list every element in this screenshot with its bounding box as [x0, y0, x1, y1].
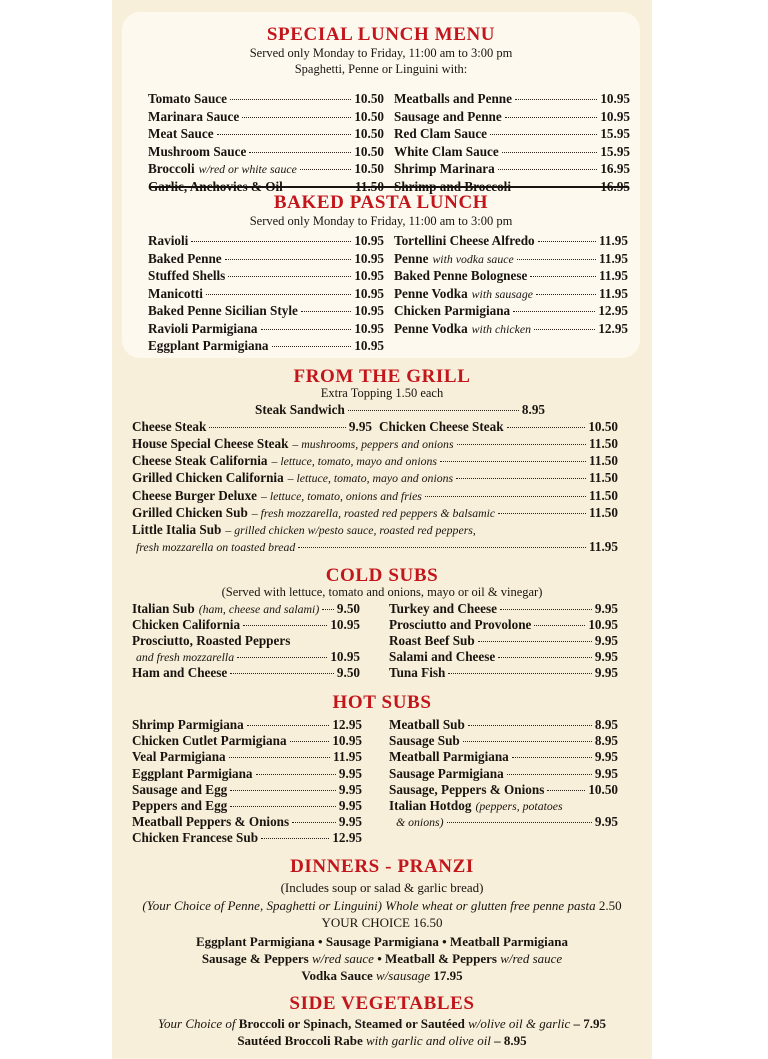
- dot-leader: [534, 329, 595, 330]
- dinner-option: Sausage & Peppers: [201, 951, 309, 966]
- baked-pasta-hours: Served only Monday to Friday, 11:00 am to 3:00 pm: [249, 214, 513, 228]
- item-name: Ravioli: [148, 233, 189, 248]
- item-description: – lettuce, tomato, onions and fries: [261, 488, 422, 503]
- menu-item: [132, 632, 360, 649]
- menu-item: [132, 781, 362, 798]
- grill-title: FROM THE GRILL: [293, 366, 471, 387]
- lunch-panel: [122, 12, 640, 358]
- menu-item: [148, 108, 384, 125]
- item-price: 10.95: [600, 91, 630, 106]
- menu-item: [389, 616, 618, 633]
- item-price: 10.50: [354, 126, 384, 141]
- item-price: 9.95: [594, 814, 618, 829]
- menu-item: [132, 813, 362, 830]
- item-name: Chicken California: [132, 617, 241, 632]
- item-description: (ham, cheese and salami): [198, 602, 320, 616]
- menu-item: [389, 600, 618, 617]
- item-name: Red Clam Sauce: [394, 126, 488, 141]
- item-price: 15.95: [600, 143, 630, 159]
- hot-subs-title: HOT SUBS: [332, 692, 432, 713]
- dot-leader: [300, 169, 351, 170]
- side-price: – 8.95: [494, 1033, 527, 1048]
- item-name: Shrimp and Broccoli: [394, 178, 511, 194]
- dot-leader: [225, 259, 352, 260]
- dot-leader: [249, 152, 351, 153]
- item-price: 11.50: [355, 178, 384, 194]
- item-price: 9.95: [594, 749, 618, 765]
- dot-leader: [507, 774, 592, 775]
- dot-leader: [348, 410, 519, 411]
- dot-leader: [507, 427, 586, 428]
- item-name: Steak Sandwich: [255, 402, 345, 417]
- dot-leader: [447, 822, 592, 823]
- menu-item: [132, 829, 362, 846]
- dot-leader: [301, 311, 351, 312]
- menu-item: [379, 418, 618, 435]
- item-name: Penne: [394, 250, 429, 266]
- item-price: 12.95: [332, 717, 362, 732]
- side-choice-label: Your Choice of: [157, 1016, 236, 1031]
- menu-item: [148, 320, 384, 337]
- item-name: Tuna Fish: [389, 665, 446, 680]
- item-name: Chicken Cutlet Parmigiana: [132, 733, 287, 749]
- item-name: Grilled Chicken California: [132, 470, 284, 486]
- menu-item-continued: [396, 813, 618, 831]
- baked-pasta-title: BAKED PASTA LUNCH: [273, 192, 489, 213]
- menu-item: [389, 716, 618, 733]
- menu-item: [148, 250, 384, 267]
- dot-leader: [272, 346, 352, 347]
- menu-item: [148, 285, 384, 302]
- dot-leader: [247, 725, 330, 726]
- dinner-option: Vodka Sauce: [301, 968, 373, 983]
- item-price: 10.50: [354, 143, 384, 159]
- item-price: 12.95: [332, 830, 362, 846]
- menu-item: [394, 160, 630, 177]
- menu-item: [132, 765, 362, 782]
- grill-extra-topping: Extra Topping 1.50 each: [320, 386, 444, 400]
- side-price: – 7.95: [573, 1016, 607, 1031]
- item-name: Ravioli Parmigiana: [148, 320, 258, 336]
- menu-item: [394, 302, 628, 319]
- item-name: Chicken Francese Sub: [132, 830, 259, 846]
- dinner-option-note: w/sausage: [375, 968, 431, 983]
- item-name: Meatball Peppers & Onions: [132, 814, 290, 830]
- item-name: Meatball Parmigiana: [389, 749, 509, 765]
- menu-item: [132, 616, 360, 633]
- dot-leader: [490, 134, 597, 135]
- menu-item: [148, 160, 384, 178]
- item-price: 10.95: [354, 268, 384, 283]
- dot-leader: [209, 427, 346, 428]
- item-price: 9.95: [348, 419, 372, 434]
- menu-item: [132, 418, 372, 435]
- menu-item: [148, 143, 384, 160]
- item-price: 9.95: [338, 814, 362, 830]
- dot-leader: [538, 241, 596, 242]
- dot-leader: [230, 673, 334, 674]
- dot-leader: [229, 757, 330, 758]
- menu-item: [394, 90, 630, 107]
- dot-leader: [228, 276, 351, 277]
- dinners-pasta-choice: [112, 897, 652, 914]
- item-price: 9.95: [338, 781, 362, 797]
- item-price: 11.95: [599, 233, 628, 248]
- dot-leader: [498, 513, 586, 514]
- item-price: 9.95: [338, 765, 362, 781]
- item-name: Eggplant Parmigiana: [148, 338, 269, 353]
- item-price: 11.50: [589, 453, 618, 469]
- sides-line1: [112, 1015, 652, 1032]
- dot-leader: [517, 259, 596, 260]
- menu-page: [112, 0, 652, 1059]
- menu-item: [132, 435, 618, 453]
- menu-item: [389, 648, 618, 665]
- item-name: Cheese Steak California: [132, 453, 268, 469]
- dot-leader: [505, 117, 598, 118]
- item-price: 11.95: [599, 268, 628, 283]
- dot-leader: [536, 294, 596, 295]
- item-price: 9.50: [336, 601, 360, 616]
- item-price: 8.95: [594, 733, 618, 749]
- item-price: 12.95: [598, 320, 628, 336]
- item-price: 10.50: [354, 91, 384, 106]
- dinner-option-price: 17.95: [433, 968, 463, 983]
- menu-item: [389, 732, 618, 749]
- menu-item: [132, 664, 360, 681]
- menu-item: [394, 267, 628, 284]
- item-price: 9.95: [594, 601, 618, 616]
- item-name: Salami and Cheese: [389, 649, 496, 664]
- menu-item: [132, 748, 362, 765]
- item-price: 11.95: [333, 749, 362, 765]
- item-price: 9.95: [594, 649, 618, 664]
- item-name: Meatball Sub: [389, 717, 465, 732]
- dot-leader: [230, 806, 336, 807]
- pasta-choice-text: (Your Choice of Penne, Spaghetti or Linguini) Whole wheat or glutten free penne pasta: [142, 898, 596, 913]
- item-name: Prosciutto and Provolone: [389, 617, 532, 632]
- menu-item: [394, 250, 628, 268]
- item-name: Meat Sauce: [148, 126, 214, 141]
- item-name: Penne Vodka: [394, 320, 468, 336]
- item-price: 10.50: [588, 781, 618, 797]
- item-name: Turkey and Cheese: [389, 601, 497, 616]
- dot-leader: [502, 152, 598, 153]
- item-name: Prosciutto, Roasted Peppers: [132, 633, 291, 648]
- menu-item: [148, 267, 384, 284]
- menu-item: [148, 232, 384, 249]
- item-description: fresh mozzarella on toasted bread: [136, 540, 296, 554]
- item-description: – grilled chicken w/pesto sauce, roasted red peppers,: [225, 523, 476, 537]
- item-price: 10.95: [588, 617, 618, 632]
- menu-item: [394, 232, 628, 249]
- item-price: 10.95: [354, 303, 384, 318]
- menu-item: [132, 732, 362, 749]
- item-description: with sausage: [471, 286, 533, 301]
- dot-leader: [256, 774, 336, 775]
- item-name: Sausage Parmigiana: [389, 765, 504, 781]
- item-name: Shrimp Marinara: [394, 161, 495, 176]
- dot-leader: [547, 790, 585, 791]
- dot-leader: [512, 757, 592, 758]
- menu-item: [132, 797, 362, 814]
- dinner-options: Eggplant Parmigiana • Sausage Parmigiana • Meatball Parmigiana: [195, 934, 569, 949]
- item-price: 10.95: [354, 338, 384, 353]
- dinner-option: • Meatball & Peppers: [377, 951, 497, 966]
- dot-leader: [242, 117, 351, 118]
- item-name: Shrimp Parmigiana: [132, 717, 244, 732]
- dot-leader: [206, 294, 351, 295]
- dot-leader: [513, 311, 595, 312]
- special-lunch-pasta-choice: Spaghetti, Penne or Linguini with:: [294, 62, 468, 76]
- dot-leader: [456, 478, 586, 479]
- item-name: Marinara Sauce: [148, 108, 240, 124]
- item-price: 9.95: [594, 765, 618, 781]
- menu-item: [394, 125, 630, 142]
- special-lunch-title: SPECIAL LUNCH MENU: [266, 24, 496, 45]
- sides-line2: [112, 1032, 652, 1049]
- dot-leader: [425, 496, 586, 497]
- item-price: 11.95: [589, 539, 618, 554]
- menu-item: [148, 337, 384, 354]
- menu-item: [394, 285, 628, 303]
- item-price: 10.95: [354, 285, 384, 301]
- item-description: – lettuce, tomato, mayo and onions: [271, 454, 437, 469]
- dot-leader: [191, 241, 351, 242]
- dot-leader: [498, 169, 598, 170]
- dinners-options-line1: [112, 933, 652, 950]
- item-name: Italian Sub: [132, 601, 195, 616]
- dot-leader: [217, 134, 352, 135]
- dot-leader: [230, 99, 351, 100]
- item-name: White Clam Sauce: [394, 143, 499, 159]
- item-price: 9.95: [338, 798, 362, 813]
- item-name: Mushroom Sauce: [148, 143, 247, 159]
- item-name: Tomato Sauce: [148, 91, 228, 106]
- item-name: Cheese Burger Deluxe: [132, 487, 258, 503]
- menu-item: [255, 401, 545, 418]
- side-option-note: with garlic and olive oil: [365, 1033, 491, 1048]
- side-options-note: w/olive oil & garlic: [468, 1016, 571, 1031]
- dot-leader: [463, 741, 592, 742]
- item-description: (peppers, potatoes: [475, 799, 563, 813]
- menu-item: [389, 664, 618, 681]
- item-name: Veal Parmigiana: [132, 749, 226, 765]
- dot-leader: [500, 609, 592, 610]
- item-name: Sausage Sub: [389, 733, 460, 749]
- item-description: w/red or white sauce: [198, 162, 297, 176]
- menu-item: [394, 108, 630, 125]
- dot-leader: [478, 641, 592, 642]
- item-price: 11.95: [599, 250, 628, 266]
- dinner-option-note: w/red sauce: [500, 951, 563, 966]
- item-price: 10.95: [330, 649, 360, 664]
- sides-title: SIDE VEGETABLES: [289, 993, 475, 1014]
- item-name: Meatballs and Penne: [394, 91, 512, 106]
- item-name: Tortellini Cheese Alfredo: [394, 233, 535, 248]
- item-name: Cheese Steak: [132, 419, 207, 434]
- item-name: Italian Hotdog: [389, 798, 472, 813]
- side-option: Sautéed Broccoli Rabe: [237, 1033, 363, 1048]
- menu-item: [148, 90, 384, 107]
- item-price: 10.50: [588, 419, 618, 434]
- item-price: 10.95: [330, 617, 360, 632]
- menu-item: [132, 716, 362, 733]
- item-description: – mushrooms, peppers and onions: [292, 437, 454, 451]
- dot-leader: [322, 609, 334, 610]
- menu-item: [132, 452, 618, 470]
- item-name: Chicken Cheese Steak: [379, 419, 504, 434]
- dot-leader: [468, 725, 592, 726]
- item-name: Baked Penne Sicilian Style: [148, 303, 298, 318]
- item-price: 11.50: [589, 504, 618, 520]
- item-price: 16.95: [600, 178, 630, 194]
- item-name: Baked Penne Bolognese: [394, 268, 528, 283]
- menu-item: [148, 125, 384, 142]
- item-price: 9.95: [594, 633, 618, 648]
- dot-leader: [292, 822, 336, 823]
- item-name: Eggplant Parmigiana: [132, 765, 253, 781]
- dot-leader: [457, 444, 587, 445]
- item-price: 9.50: [336, 665, 360, 680]
- dot-leader: [298, 547, 586, 548]
- item-price: 11.95: [599, 285, 628, 301]
- dinners-options-line2: [112, 950, 652, 967]
- dot-leader: [530, 276, 596, 277]
- item-name: Little Italia Sub: [132, 522, 222, 537]
- item-name: Grilled Chicken Sub: [132, 504, 248, 520]
- item-name: Roast Beef Sub: [389, 633, 475, 648]
- special-lunch-hours: Served only Monday to Friday, 11:00 am to 3:00 pm: [249, 46, 513, 60]
- dot-leader: [261, 838, 329, 839]
- cold-subs-note: (Served with lettuce, tomato and onions, mayo or oil & vinegar): [221, 585, 543, 599]
- item-name: Ham and Cheese: [132, 665, 228, 680]
- section-divider: [150, 186, 628, 188]
- menu-item: [389, 748, 618, 765]
- dot-leader: [237, 657, 327, 658]
- menu-item: [132, 487, 618, 505]
- item-name: House Special Cheese Steak: [132, 436, 289, 451]
- menu-item: [132, 504, 618, 522]
- dinners-vodka: [112, 967, 652, 984]
- item-name: Sausage, Peppers & Onions: [389, 781, 545, 797]
- item-name: Penne Vodka: [394, 285, 468, 301]
- item-price: 10.95: [332, 733, 362, 749]
- item-name: Stuffed Shells: [148, 268, 226, 283]
- menu-item: [394, 143, 630, 160]
- item-price: 15.95: [600, 126, 630, 141]
- item-name: Garlic, Anchovies & Oil: [148, 178, 283, 194]
- item-price: 10.95: [600, 108, 630, 124]
- menu-item: [389, 781, 618, 798]
- item-price: 10.50: [354, 108, 384, 124]
- dinners-your-choice: YOUR CHOICE 16.50: [321, 915, 443, 930]
- item-price: 10.95: [354, 320, 384, 336]
- item-price: 11.50: [589, 470, 618, 486]
- item-price: 10.50: [354, 161, 384, 176]
- item-description: – fresh mozzarella, roasted red peppers & balsamic: [251, 505, 496, 520]
- item-description: with vodka sauce: [432, 251, 514, 266]
- item-name: Chicken Parmigiana: [394, 303, 511, 318]
- item-name: Peppers and Egg: [132, 798, 228, 813]
- item-price: 12.95: [598, 303, 628, 318]
- dot-leader: [448, 673, 592, 674]
- dot-leader: [243, 625, 327, 626]
- item-price: 10.95: [354, 233, 384, 248]
- menu-item: [389, 632, 618, 649]
- dot-leader: [440, 461, 586, 462]
- menu-item: [132, 469, 618, 487]
- dinner-option-note: w/red sauce: [311, 951, 374, 966]
- menu-item: [148, 302, 384, 319]
- item-price: 9.95: [594, 665, 618, 680]
- dot-leader: [290, 741, 330, 742]
- item-name: Sausage and Egg: [132, 781, 228, 797]
- item-price: 16.95: [600, 161, 630, 176]
- dot-leader: [534, 625, 585, 626]
- dot-leader: [230, 790, 336, 791]
- item-description: and fresh mozzarella: [136, 650, 235, 664]
- dinners-title: DINNERS - PRANZI: [290, 856, 474, 877]
- item-name: Broccoli: [148, 161, 195, 176]
- dot-leader: [261, 329, 352, 330]
- item-description: & onions): [396, 815, 444, 829]
- item-name: Baked Penne: [148, 250, 222, 266]
- menu-item: [389, 765, 618, 782]
- item-price: 11.50: [589, 436, 618, 451]
- dot-leader: [515, 99, 597, 100]
- item-price: 10.95: [354, 250, 384, 266]
- item-price: 8.95: [521, 402, 545, 417]
- item-description: – lettuce, tomato, mayo and onions: [287, 471, 454, 486]
- dot-leader: [498, 657, 592, 658]
- menu-item-continued: [136, 538, 618, 556]
- pasta-upcharge: 2.50: [598, 898, 622, 913]
- cold-subs-title: COLD SUBS: [325, 565, 439, 586]
- dinners-includes: (Includes soup or salad & garlic bread): [280, 880, 484, 895]
- item-price: 8.95: [594, 717, 618, 732]
- item-name: Manicotti: [148, 285, 203, 301]
- item-description: with chicken: [471, 321, 531, 336]
- menu-item: [132, 521, 618, 539]
- side-options: Broccoli or Spinach, Steamed or Sautéed: [238, 1016, 465, 1031]
- menu-item: [394, 320, 628, 338]
- item-name: Sausage and Penne: [394, 108, 502, 124]
- item-price: 11.50: [589, 487, 618, 503]
